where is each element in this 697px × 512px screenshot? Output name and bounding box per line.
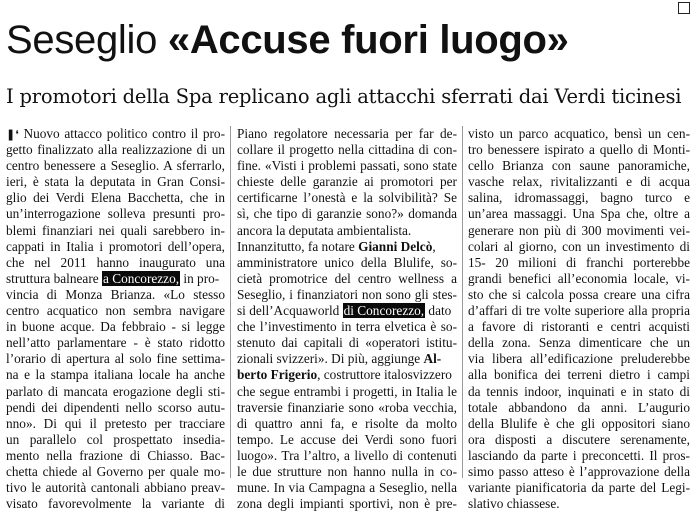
person-name: Gianni Delcò (358, 238, 433, 254)
text-line: na e la stampa italiana locale ha anche (6, 367, 225, 383)
text-line: tempo. Le accuse dei Verdi sono fuori (237, 431, 457, 447)
text-line: cappati in Italia i promotori dell’opera, (6, 238, 225, 254)
text-line: zona degli impianti sportivi, non è pre- (237, 496, 457, 512)
text-line: vasche relax, rivitalizzanti e di acqua (468, 174, 690, 190)
text-line: ora disposti a discutere serenamente, (468, 431, 690, 447)
text-line: variante pianificatoria da parte del Legi- (468, 480, 690, 496)
article-column-3 (468, 126, 690, 512)
text-line: certificarne l’onestà e la solvibilità? Se (237, 190, 457, 206)
text-line: cello Brianza con saune panoramiche, (468, 158, 690, 174)
text-line: blemi finanziari nei quali sarebbero in- (6, 222, 225, 238)
text-line: glio dei Verdi Elena Bacchetta, che in (6, 190, 225, 206)
text-line: luogo». Tra l’altro, a livello di contenuti (237, 447, 457, 463)
text-line: simo passo atteso è l’approvazione della (468, 463, 690, 479)
paragraph-marker-icon: ❚❛ (6, 128, 19, 141)
text-line: berto Frigerio, costruttore italosvizzero (237, 367, 452, 383)
text-line: un’area massaggi. Una Spa che, oltre a (468, 206, 690, 222)
text-line: ❚❛ Nuovo attacco politico contro il pro- (6, 126, 225, 141)
headline (6, 14, 694, 66)
text-line: lasciando da parte i preconcetti. Il pros- (468, 447, 690, 463)
text-line: 15- 20 milioni di franchi porterebbe (468, 254, 690, 270)
highlighted-text: a Concorezzo, (103, 270, 180, 286)
headline-quote: «Accuse fuori luogo» (167, 18, 569, 62)
text-line: che segue entrambi i progetti, in Italia le (237, 383, 457, 399)
page-corner-mark (678, 2, 690, 14)
text-line: che nel 2011 hanno inaugurato una (6, 254, 225, 270)
text-line: vincia di Monza Brianza. «Lo stesso (6, 286, 225, 302)
text-line: tro benessere ispirato a quello di Monti- (468, 142, 690, 158)
article-column-1 (6, 126, 225, 512)
text-line: in buone acque. Da febbraio - si legge (6, 319, 225, 335)
text-line: che l’investimento in terra elvetica è so- (237, 319, 457, 335)
text-line: parlato di mancata erogazione degli sti- (6, 383, 225, 399)
text-line: della zona. Senza dimenticare che un (468, 335, 690, 351)
text-line: l’orario di apertura al solo fine settima- (6, 351, 225, 367)
text-line: sì, che tipo di garanzie sono?» domanda (237, 206, 457, 222)
text-line: centro benessere a Seseglio. A sferrarlo, (6, 158, 225, 174)
text-line: collare il progetto nella cittadina di con- (237, 142, 457, 158)
text-line: un parallelo col prospettato insedia- (6, 431, 225, 447)
text-line: visto un parco acquatico, bensì un cen- (468, 126, 690, 141)
text-line: tivo le autorità cantonali abbiano preav- (6, 480, 225, 496)
text-line: zionali svizzeri». Di più, aggiunge Al- (237, 351, 442, 367)
text-line: di quattro anni fa, e risolte da molto (237, 415, 457, 431)
text-line: cietà promotrice del centro wellness a (237, 270, 457, 286)
person-name: Al- (423, 351, 442, 367)
text-line: mento nella frazione di Chiasso. Bac- (6, 447, 225, 463)
text-line: nell’atto parlamentare - è stato ridotto (6, 335, 225, 351)
text-line: chetta chiede al Governo per quale mo- (6, 463, 225, 479)
text-line: nno». Di qui il pretesto per tracciare (6, 415, 225, 431)
text-line: Piano regolatore necessaria per far de- (237, 126, 457, 141)
text-line: chieste delle garanzie ai promotori per (237, 174, 457, 190)
column-divider (230, 126, 231, 478)
text-line: le due strutture non hanno nulla in co- (237, 463, 457, 479)
text-line: totale abbandono da anni. L’augurio (468, 399, 690, 415)
text-line: fine. «Visti i problemi passati, sono state (237, 158, 457, 174)
text-line: alla bonifica dei terreni dietro i campi (468, 367, 690, 383)
text-line: colari al giorno, con un investimento di (468, 238, 690, 254)
text-line: Seseglio, i finanziatori non sono gli stes- (237, 286, 457, 302)
text-line: salina, idromassaggi, bagno turco e (468, 190, 690, 206)
text-line: visato favorevolmente la variante di (6, 496, 225, 512)
text-line: sto che si calcola possa creare una cifra (468, 286, 690, 302)
text-line: mune. In via Campagna a Seseglio, nella (237, 480, 457, 496)
text-line: Innanzitutto, fa notare Gianni Delcò, (237, 238, 436, 254)
article-column-2 (237, 126, 457, 512)
text-line: slativo chiassese. (468, 496, 560, 512)
text-line: stenuto dai capitali di «operatori istitu- (237, 335, 457, 351)
highlighted-text: di Concorezzo, (343, 303, 425, 319)
text-line: della Blulife è che gli oppositori siano (468, 415, 690, 431)
text-line: ieri, è stata la deputata in Gran Consi- (6, 174, 225, 190)
headline-location: Seseglio (6, 18, 158, 62)
subheadline: I promotori della Spa replicano agli attacchi sferrati dai Verdi ticinesi (6, 85, 682, 108)
text-line: getto finalizzato alla realizzazione di un (6, 142, 225, 158)
text-line: grandi benefici all’economia locale, vi- (468, 270, 690, 286)
text-line: amministratore unico della Blulife, so- (237, 254, 457, 270)
column-divider (462, 126, 463, 478)
text-line: centro acquatico non sembra navigare (6, 303, 225, 319)
text-line: traversie finanziarie sono «roba vecchia, (237, 399, 457, 415)
text-line: un’interrogazione solleva presunti pro- (6, 206, 225, 222)
text-line: via libera all’edificazione preluderebbe (468, 351, 690, 367)
text-line: si dell’Acquaworld di Concorezzo, dato (237, 303, 452, 319)
text-line: ancora la deputata ambientalista. (237, 222, 412, 238)
text-line: struttura balneare a Concorezzo, in pro- (6, 270, 220, 286)
text-line: pendi dei dipendenti nello scorso autu- (6, 399, 225, 415)
person-name: berto Frigerio (237, 367, 318, 383)
text-line: generare non più di 300 movimenti vei- (468, 222, 690, 238)
text-line: d’affari di tre volte superiore alla propria (468, 303, 690, 319)
text-line: da tennis indoor, inquinati e in stato di (468, 383, 690, 399)
text-line: a favore di ristoranti e centri acquisti (468, 319, 690, 335)
